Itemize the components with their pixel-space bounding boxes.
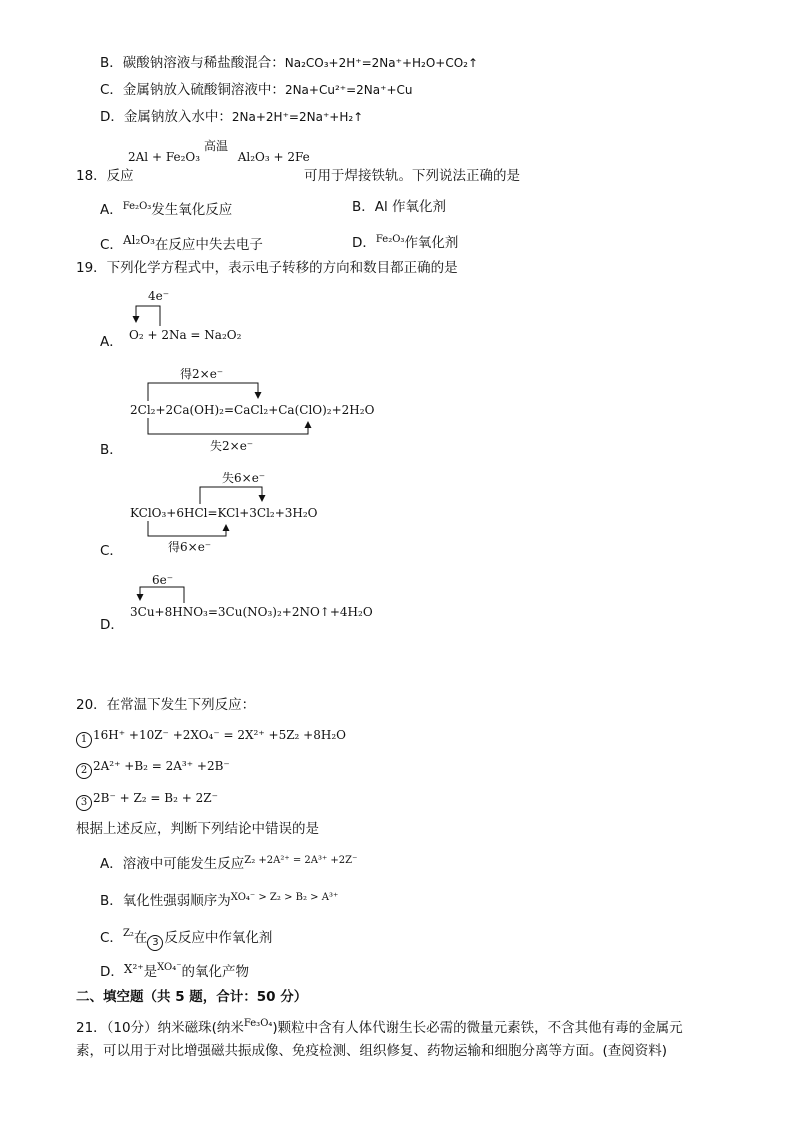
circled-number-2: 2 (76, 763, 92, 779)
q20-question: 根据上述反应，判断下列结论中错误的是 (76, 821, 319, 837)
q18-option-d: D．$^{Fe_2O_3}$作氧化剂 (352, 234, 459, 251)
q20-option-a: A．溶液中可能发生反应$^{Z_2 +2A^{2+} = 2A^{3+} +2Z^-}$ (100, 855, 358, 872)
q19-c-gain-label: 得6×e⁻ (168, 540, 212, 554)
q19-b-loss-label: 失2×e⁻ (210, 439, 254, 453)
q19-b-loss-arrow (148, 418, 308, 434)
q20-stem: 20．在常温下发生下列反应： (76, 697, 256, 713)
q19-d-arrow (140, 587, 184, 603)
q18-condition: 高温 (204, 139, 229, 153)
q21-line-2: 素，可以用于对比增强磁共振成像、免疫检测、组织修复、药物运输和细胞分离等方面。(查阅资料) (76, 1043, 668, 1059)
circled-number-3: 3 (76, 795, 92, 811)
q18-option-c: C．Al₂O₃在反应中失去电子 (100, 233, 263, 253)
q19-b-gain-arrow (148, 383, 258, 401)
q20-reaction-3: 3 2B⁻ + Z₂ = B₂ + 2Z⁻ (76, 789, 218, 811)
q20-option-b: B．氧化性强弱顺序为$^{XO_4^- > Z_2 > B_2 > A^{3+}}$ (100, 892, 339, 909)
q19-a-equation: O₂ + 2Na = Na₂O₂ (129, 328, 242, 342)
q18-option-b: B．Al 作氧化剂 (352, 199, 447, 215)
q18-equation: 2Al + Fe₂O₃ Al₂O₃ + 2Fe (128, 150, 310, 164)
q19-c-equation: KClO₃+6HCl=KCl+3Cl₂+3H₂O (130, 506, 318, 520)
q20-reaction-1: 1 16H⁺ +10Z⁻ +2XO₄⁻ = 2X²⁺ +5Z₂ +8H₂O (76, 726, 346, 748)
q18-stem: 可用于焊接铁轨。下列说法正确的是 (304, 168, 520, 184)
q19-a-arrow (136, 306, 160, 326)
section-2-title: 二、填空题（共 5 题，合计：50 分） (76, 989, 308, 1005)
q19-option-b-label: B． (100, 442, 123, 458)
q19-a-transfer-label: 4e⁻ (148, 289, 170, 303)
q19-c-loss-label: 失6×e⁻ (222, 471, 266, 485)
q19-option-c-label: C． (100, 543, 123, 559)
circled-number-1: 1 (76, 732, 92, 748)
q19-b-gain-label: 得2×e⁻ (180, 367, 224, 381)
q17-option-c: C．金属钠放入硫酸铜溶液中：2Na+Cu²⁺=2Na⁺+Cu (100, 82, 413, 98)
q19-c-loss-arrow (200, 487, 262, 504)
q20-option-d: D．X²⁺是$^{XO_4^-}$的氧化产物 (100, 962, 250, 980)
circled-number-3: 3 (147, 935, 163, 951)
q19-option-a-label: A． (100, 334, 123, 350)
q19-d-transfer-label: 6e⁻ (152, 573, 174, 587)
q21-line-1: 21．（10分）纳米磁珠(纳米$^{Fe_3O_4}$)颗粒中含有人体代谢生长必需的微量元素铁，不含其他有毒的金属元 (76, 1018, 683, 1036)
q19-option-d-label: D． (100, 617, 124, 633)
q18-number: 18．反应 (76, 168, 134, 184)
q19-stem: 19．下列化学方程式中，表示电子转移的方向和数目都正确的是 (76, 260, 458, 276)
q19-d-equation: 3Cu+8HNO₃=3Cu(NO₃)₂+2NO↑+4H₂O (130, 605, 373, 619)
q19-b-equation: 2Cl₂+2Ca(OH)₂=CaCl₂+Ca(ClO)₂+2H₂O (130, 403, 375, 417)
q20-option-c: C．$^{Z_2}$在 3 反反应中作氧化剂 (100, 925, 272, 951)
q19-c-gain-arrow (148, 521, 226, 536)
q20-reaction-2: 2 2A²⁺ +B₂ = 2A³⁺ +2B⁻ (76, 757, 230, 779)
q17-option-b: B．碳酸钠溶液与稀盐酸混合：Na₂CO₃+2H⁺=2Na⁺+H₂O+CO₂↑ (100, 55, 479, 71)
q18-option-a: A．$^{Fe_2O_3}$发生氧化反应 (100, 201, 233, 218)
q17-option-d: D．金属钠放入水中：2Na+2H⁺=2Na⁺+H₂↑ (100, 109, 364, 125)
